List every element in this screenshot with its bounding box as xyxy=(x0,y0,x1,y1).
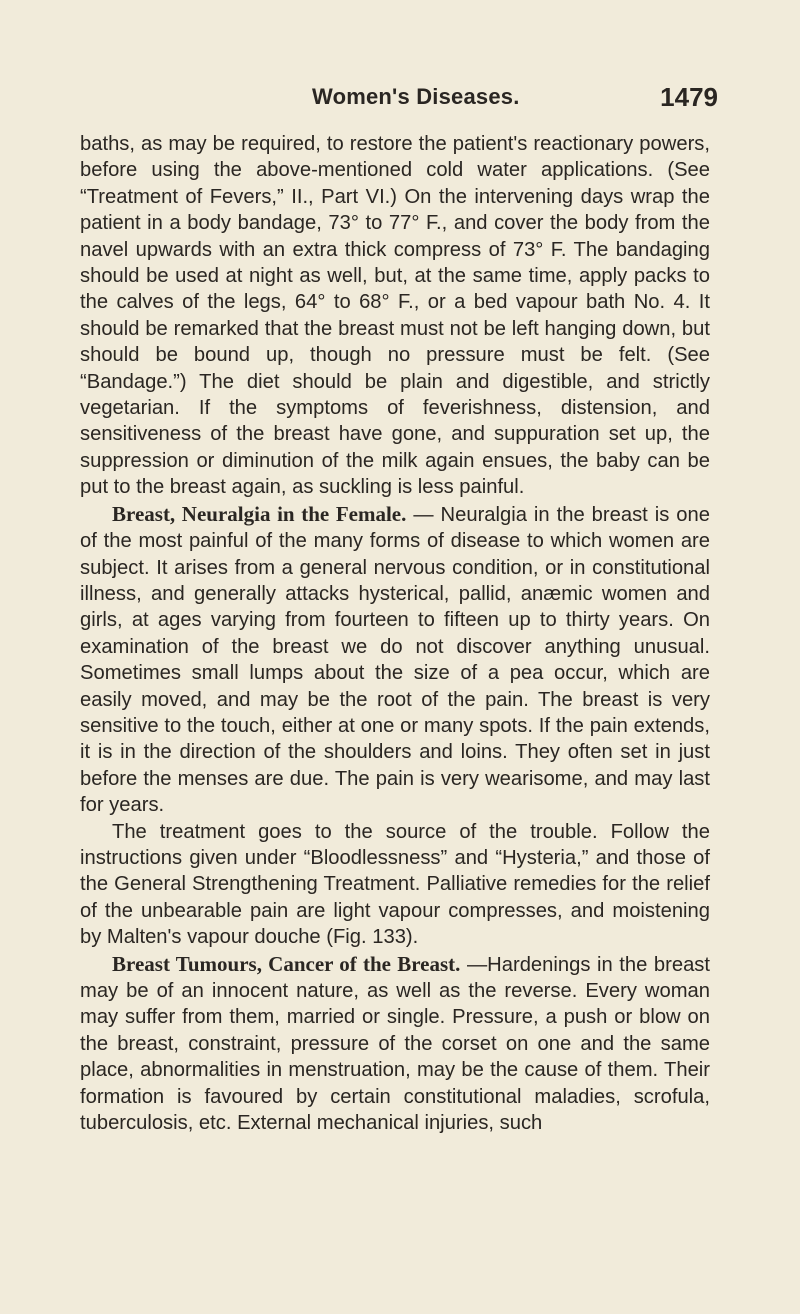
paragraph-text: baths, as may be required, to restore the patient's reactionary powers, before using the above-mentioned cold water applications. (See “Treatment of Fevers,” II., Part VI.) On the intervening days wrap the patient in a body bandage, 73° to 77° F., and cover the body from the navel upwards with an extra thick compress of 73° F. The bandaging should be used at night as well, but, at the same time, apply packs to the calves of the legs, 64° to 68° F., or a bed vapour bath No. 4. It should be remarked that the breast must not be left hanging down, but should be bound up, though no pressure must be felt. (See “Bandage.”) The diet should be plain and digestible, and strictly vegetarian. If the symptoms of feverishness, distension, and sensitiveness of the breast have gone, and suppuration set up, the suppression or diminution of the milk again ensues, the baby can be put to the breast again, as suckling is less painful. xyxy=(80,133,710,499)
section-heading-breast-neuralgia: Breast, Neuralgia in the Female. xyxy=(112,501,407,526)
page-number: 1479 xyxy=(660,82,718,112)
running-title: Women's Diseases. xyxy=(312,84,520,109)
paragraph-breast-tumours xyxy=(80,951,710,1137)
paragraph-treatment xyxy=(80,819,710,951)
paragraph-continuation xyxy=(80,131,710,501)
paragraph-text: —Hardenings in the breast may be of an innocent nature, as well as the reverse. Every woman may suffer from them, married or single. Pressure, a push or blow on the breast, constraint, pressure of the corset on one and the same place, abnormalities in menstruation, may be the cause of them. Their formation is favoured by certain constitutional maladies, scrofula, tuberculosis, etc. External mechanical injuries, such xyxy=(80,953,711,1135)
page-header xyxy=(80,84,720,114)
paragraph-text: — Neuralgia in the breast is one of the most painful of the many forms of disease to which women are subject. It arises from a general nervous condition, or in constitutional illness, and generally attacks hysterical, pallid, anæmic women and girls, at ages varying from fourteen to fifteen up to thirty years. On examination of the breast we do not discover anything unusual. Sometimes small lumps about the size of a pea occur, which are easily moved, and may be the root of the pain. The breast is very sensitive to the touch, either at one or many spots. If the pain extends, it is in the direction of the shoulders and loins. They often set in just before the menses are due. The pain is very wearisome, and may last for years. xyxy=(80,503,710,817)
paragraph-breast-neuralgia xyxy=(80,501,710,819)
paragraph-text: The treatment goes to the source of the trouble. Follow the instructions given under “Bloodlessness” and “Hysteria,” and those of the General Strengthening Treatment. Palliative remedies for the relief of the unbearable pain are light vapour compresses, and moistening by Malten's vapour douche (Fig. 133). xyxy=(80,820,710,949)
section-heading-breast-tumours: Breast Tumours, Cancer of the Breast. xyxy=(112,951,461,976)
body-text xyxy=(80,131,710,1136)
